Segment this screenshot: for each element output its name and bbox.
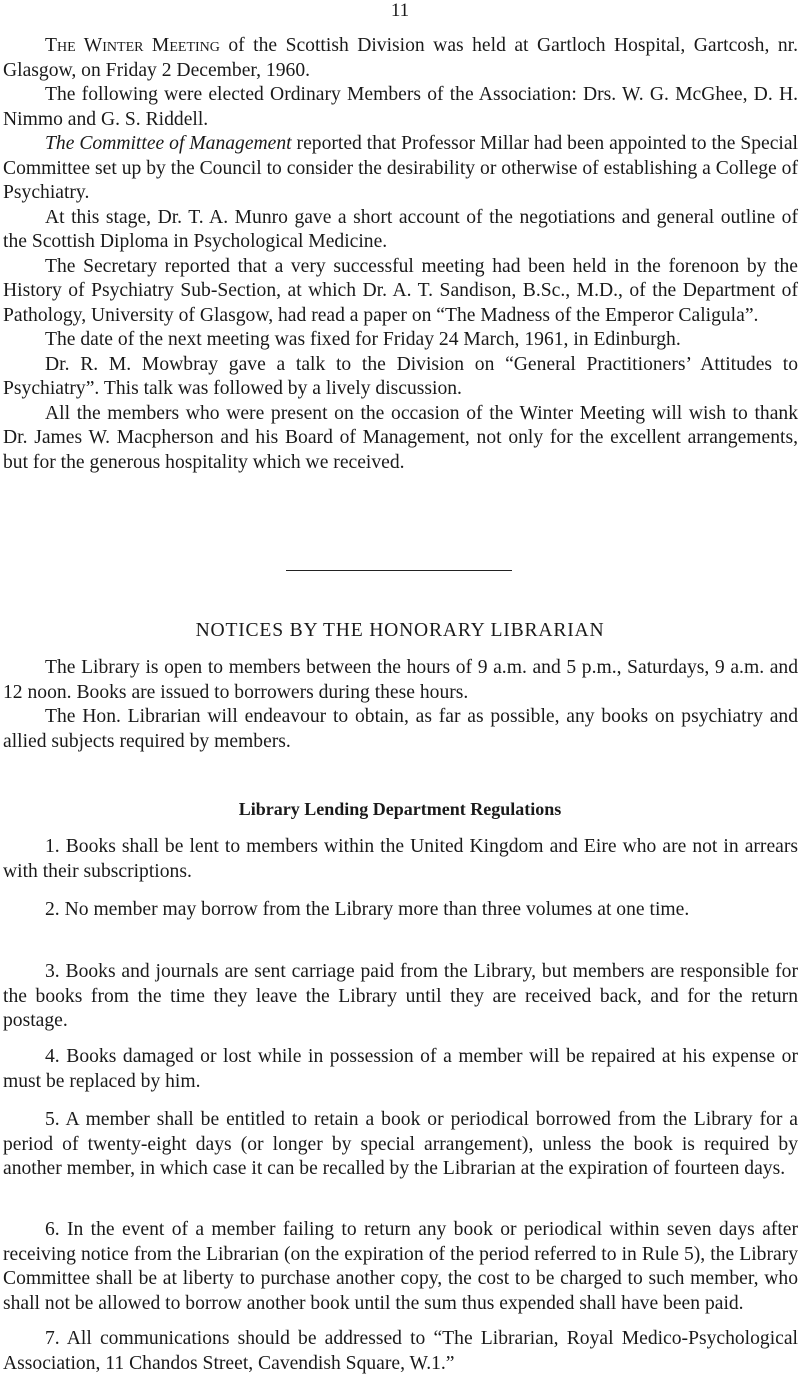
regulation-text: 2. No member may borrow from the Library more than three volumes at one time. bbox=[45, 899, 690, 920]
page-number: 11 bbox=[390, 0, 410, 21]
winter-meeting-lead-in: The Winter Meeting bbox=[45, 35, 220, 56]
winter-meeting-p3-text: reported that Professor Millar had been appointed to the Special Committee set up by the Council to consider the desirability or otherwise of establishing a College of Psychiatry. bbox=[3, 133, 798, 203]
librarian-intro bbox=[3, 656, 798, 754]
regulation-text: 6. In the event of a member failing to return any book or periodical within seven days after receiving notice from the Librarian (on the expiration of the period referred to in Rule 5), the Library Committee shall be at liberty to purchase another copy, the cost to be charged to such member, who shall not be allowed to borrow another book until the sum thus expended shall have been paid. bbox=[3, 1219, 798, 1314]
winter-meeting-paragraph-6: The date of the next meeting was fixed for Friday 24 March, 1961, in Edinburgh. bbox=[45, 329, 681, 350]
librarian-paragraph-2: The Hon. Librarian will endeavour to obtain, as far as possible, any books on psychiatry and allied subjects required by members. bbox=[3, 706, 798, 752]
regulation-text: 4. Books damaged or lost while in possession of a member will be repaired at his expense or must be replaced by him. bbox=[3, 1046, 798, 1092]
regulation-item bbox=[3, 960, 798, 1034]
section-divider bbox=[286, 570, 512, 571]
committee-title: The Committee of Management bbox=[45, 133, 292, 154]
librarian-paragraph-1: The Library is open to members between the hours of 9 a.m. and 5 p.m., Saturdays, 9 a.m. and 12 noon. Books are issued to borrowers during these hours. bbox=[3, 657, 798, 703]
winter-meeting-paragraph-5: The Secretary reported that a very successful meeting had been held in the forenoon by the History of Psychiatry Sub-Section, at which Dr. A. T. Sandison, B.Sc., M.D., of the Department of Pathology, University of Glasgow, had read a paper on “The Madness of the Emperor Caligula”. bbox=[3, 255, 798, 326]
winter-meeting-p1-text: of the Scottish Division was held at Gartloch Hospital, Gartcosh, nr. Glasgow, on Friday 2 December, 1960. bbox=[3, 35, 798, 81]
winter-meeting-paragraph-3 bbox=[3, 132, 798, 206]
regulation-item bbox=[3, 1108, 798, 1182]
winter-meeting-paragraph-7: Dr. R. M. Mowbray gave a talk to the Division on “General Practitioners’ Attitudes to Psychiatry”. This talk was followed by a lively discussion. bbox=[3, 353, 798, 399]
librarian-heading: NOTICES BY THE HONORARY LIBRARIAN bbox=[195, 620, 605, 641]
regulation-text: 7. All communications should be addressed to “The Librarian, Royal Medico-Psychological Association, 11 Chandos Street, Cavendish Square, W.1.” bbox=[3, 1328, 798, 1374]
regulation-text: 1. Books shall be lent to members within the United Kingdom and Eire who are not in arrears with their subscriptions. bbox=[3, 836, 798, 882]
regulation-item bbox=[3, 1327, 798, 1376]
regulation-item bbox=[3, 1045, 798, 1094]
winter-meeting-paragraph-2: The following were elected Ordinary Members of the Association: Drs. W. G. McGhee, D. H. Nimmo and G. S. Riddell. bbox=[3, 84, 798, 130]
winter-meeting-section bbox=[3, 34, 798, 475]
regulation-text: 5. A member shall be entitled to retain a book or periodical borrowed from the Library for a period of twenty-eight days (or longer by special arrangement), unless the book is required by another member, in which case it can be recalled by the Librarian at the expiration of fourteen days. bbox=[3, 1109, 798, 1179]
winter-meeting-paragraph-4: At this stage, Dr. T. A. Munro gave a short account of the negotiations and general outline of the Scottish Diploma in Psychological Medicine. bbox=[3, 206, 798, 252]
regulation-item bbox=[3, 1218, 798, 1316]
regulations-heading: Library Lending Department Regulations bbox=[238, 799, 562, 819]
regulation-item bbox=[3, 898, 798, 923]
winter-meeting-paragraph-8: All the members who were present on the occasion of the Winter Meeting will wish to thank Dr. James W. Macpherson and his Board of Management, not only for the excellent arrangements, but for the generous hospitality which we received. bbox=[3, 402, 798, 473]
regulation-text: 3. Books and journals are sent carriage paid from the Library, but members are responsible for the books from the time they leave the Library until they are received back, and for the return postage. bbox=[3, 961, 798, 1031]
winter-meeting-paragraph-1 bbox=[3, 34, 798, 83]
regulation-item bbox=[3, 835, 798, 884]
